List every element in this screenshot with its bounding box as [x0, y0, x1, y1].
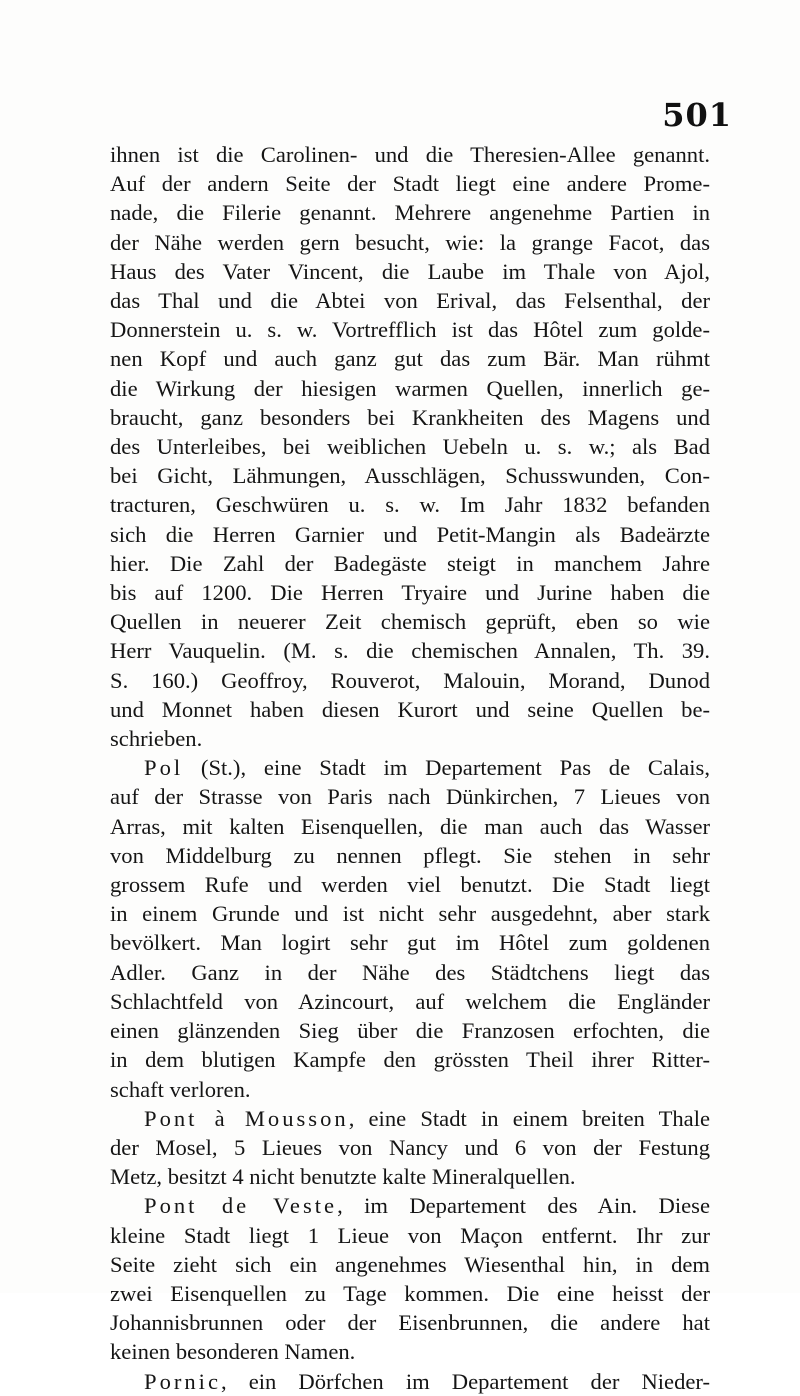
text-line: Arras, mit kalten Eisenquellen, die man auch das Wasser	[110, 813, 710, 839]
entry-first-line	[110, 1367, 710, 1396]
text-line: braucht, ganz besonders bei Krankheiten des Magens und	[110, 404, 710, 430]
text-line: nen Kopf und auch ganz gut das zum Bär. Man rühmt	[110, 346, 710, 372]
text-line: die Wirkung der hiesigen warmen Quellen, innerlich ge-	[110, 375, 710, 401]
text-run: , ein Dörfchen im Departement der Nieder-	[221, 1368, 710, 1394]
text-line: keinen besonderen Namen.	[110, 1339, 356, 1365]
text-line: Haus des Vater Vincent, die Laube im Thale von Ajol,	[110, 258, 710, 284]
text-line: auf der Strasse von Paris nach Dünkirchen, 7 Lieues von	[110, 784, 710, 810]
entry-first-line	[110, 1191, 710, 1220]
entry-first-line	[110, 753, 710, 782]
text-line: des Unterleibes, bei weiblichen Uebeln u. s. w.; als Bad	[110, 434, 710, 460]
text-line: schaft verloren.	[110, 1076, 251, 1102]
page-number: 501	[662, 96, 732, 134]
text-line: Schlachtfeld von Azincourt, auf welchem die Engländer	[110, 988, 710, 1014]
text-line: der Nähe werden gern besucht, wie: la grange Facot, das	[110, 229, 710, 255]
text-line: der Mosel, 5 Lieues von Nancy und 6 von der Festung	[110, 1134, 710, 1160]
text-line: bevölkert. Man logirt sehr gut im Hôtel zum goldenen	[110, 930, 710, 956]
paragraph-plombieres-continued	[110, 140, 710, 753]
text-line: sich die Herren Garnier und Petit-Mangin als Badeärzte	[110, 521, 710, 547]
text-line: Johannisbrunnen oder der Eisenbrunnen, die andere hat	[110, 1310, 710, 1336]
text-line: zwei Eisenquellen zu Tage kommen. Die eine heisst der	[110, 1280, 710, 1306]
text-run: , eine Stadt in einem breiten Thale	[348, 1105, 710, 1131]
text-line: Quellen in neuerer Zeit chemisch geprüft, eben so wie	[110, 609, 710, 635]
text-line: das Thal und die Abtei von Erival, das Felsenthal, der	[110, 288, 710, 314]
text-line: bei Gicht, Lähmungen, Ausschlägen, Schusswunden, Con-	[110, 463, 710, 489]
text-line: kleine Stadt liegt 1 Lieue von Maçon entfernt. Ihr zur	[110, 1222, 710, 1248]
text-line: ihnen ist die Carolinen- und die Theresien-Allee genannt.	[110, 142, 710, 167]
text-line: grossem Rufe und werden viel benutzt. Die Stadt liegt	[110, 872, 710, 898]
entry-pornic	[110, 1367, 710, 1396]
text-line: einen glänzenden Sieg über die Franzosen erfochten, die	[110, 1018, 710, 1044]
text-line: S. 160.) Geoffroy, Rouverot, Malouin, Morand, Dunod	[110, 667, 710, 693]
text-line: bis auf 1200. Die Herren Tryaire und Jurine haben die	[110, 580, 710, 606]
entry-pol	[110, 753, 710, 1103]
text-line: Donnerstein u. s. w. Vortrefflich ist das Hôtel zum golde-	[110, 317, 710, 343]
text-line: nade, die Filerie genannt. Mehrere angenehme Partien in	[110, 200, 710, 226]
text-line: Herr Vauquelin. (M. s. die chemischen Annalen, Th. 39.	[110, 638, 710, 664]
text-line: und Monnet haben diesen Kurort und seine Quellen be-	[110, 696, 710, 722]
entry-heading: Pont à Mousson	[144, 1105, 349, 1131]
body-text	[110, 140, 710, 1396]
entry-heading: Pol	[144, 755, 184, 781]
text-line: in einem Grunde und ist nicht sehr ausgedehnt, aber stark	[110, 901, 710, 927]
entry-heading: Pont de Veste	[144, 1193, 338, 1219]
text-line: von Middelburg zu nennen pflegt. Sie stehen in sehr	[110, 842, 710, 868]
text-run: (St.), eine Stadt im Departement Pas de Calais,	[183, 755, 710, 781]
text-line: tracturen, Geschwüren u. s. w. Im Jahr 1832 befanden	[110, 492, 710, 518]
text-line: in dem blutigen Kampfe den grössten Theil ihrer Ritter-	[110, 1047, 710, 1073]
entry-pont-a-mousson	[110, 1104, 710, 1192]
entry-first-line	[110, 1104, 710, 1133]
text-line: hier. Die Zahl der Badegäste steigt in manchem Jahre	[110, 550, 710, 576]
entry-pont-de-veste	[110, 1191, 710, 1366]
text-line: schrieben.	[110, 726, 203, 752]
text-line: Adler. Ganz in der Nähe des Städtchens liegt das	[110, 959, 710, 985]
text-line: Auf der andern Seite der Stadt liegt eine andere Prome-	[110, 171, 710, 197]
text-line: Seite zieht sich ein angenehmes Wiesenthal hin, in dem	[110, 1251, 710, 1277]
entry-heading: Pornic	[144, 1368, 221, 1394]
text-run: , im Departement des Ain. Diese	[337, 1193, 710, 1219]
text-line: Metz, besitzt 4 nicht benutzte kalte Mineralquellen.	[110, 1164, 576, 1190]
